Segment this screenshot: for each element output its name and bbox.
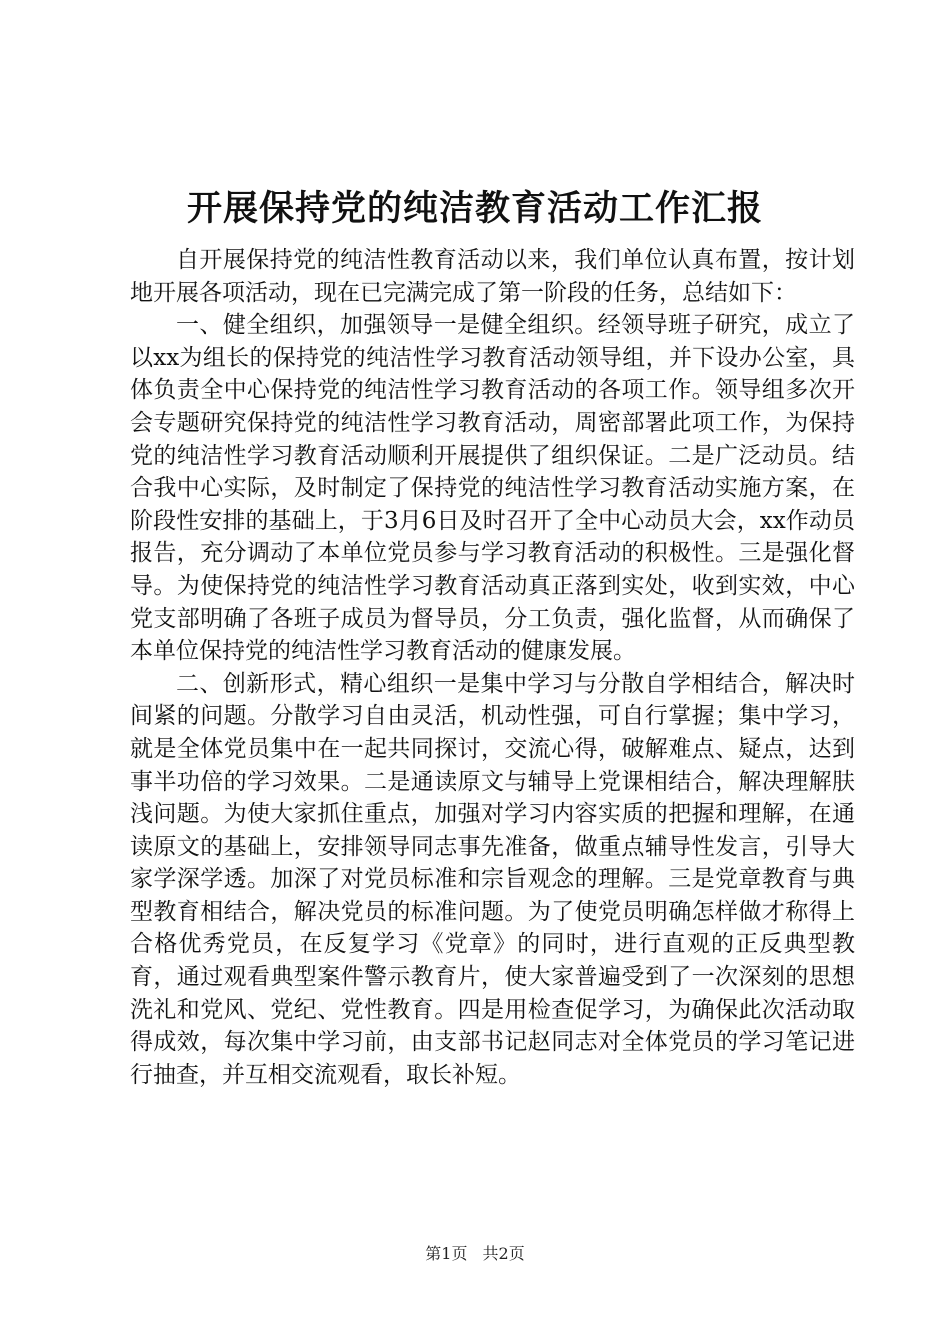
paragraph-organization: 一、健全组织，加强领导一是健全组织。经领导班子研究，成立了以xx为组长的保持党的纯洁性学习教育活动领导组，并下设办公室，具体负责全中心保持党的纯洁性学习教育活动的各项工作。领导组多次开会专题研究保持党的纯洁性学习教育活动，周密部署此项工作，为保持党的纯洁性学习教育活动顺利开展提供了组织保证。二是广泛动员。结合我中心实际，及时制定了保持党的纯洁性学习教育活动实施方案，在阶段性安排的基础上，于3月6日及时召开了全中心动员大会，xx作动员报告，充分调动了本单位党员参与学习教育活动的积极性。三是强化督导。为使保持党的纯洁性学习教育活动真正落到实处，收到实效，中心党支部明确了各班子成员为督导员，分工负责，强化监督，从而确保了本单位保持党的纯洁性学习教育活动的健康发展。 — [130, 312, 855, 665]
document-title: 开展保持党的纯洁教育活动工作汇报 — [186, 188, 763, 229]
paragraph-innovation: 二、创新形式，精心组织一是集中学习与分散自学相结合，解决时间紧的问题。分散学习自由灵活，机动性强，可自行掌握；集中学习，就是全体党员集中在一起共同探讨，交流心得，破解难点、疑点，达到事半功倍的学习效果。二是通读原文与辅导上党课相结合，解决理解肤浅问题。为使大家抓住重点，加强对学习内容实质的把握和理解，在通读原文的基础上，安排领导同志事先准备，做重点辅导性发言，引导大家学深学透。加深了对党员标准和宗旨观念的理解。三是党章教育与典型教育相结合，解决党员的标准问题。为了使党员明确怎样做才称得上合格优秀党员，在反复学习《党章》的同时，进行直观的正反典型教育，通过观看典型案件警示教育片，使大家普遍受到了一次深刻的思想洗礼和党风、党纪、党性教育。四是用检查促学习，为确保此次活动取得成效，每次集中学习前，由支部书记赵同志对全体党员的学习笔记进行抽查，并互相交流观看，取长补短。 — [130, 670, 855, 1088]
page-total: 共2页 — [482, 1244, 525, 1263]
document-body — [130, 244, 855, 1091]
page-footer — [0, 1242, 950, 1266]
page-number: 第1页 — [425, 1244, 468, 1263]
paragraph-intro: 自开展保持党的纯洁性教育活动以来，我们单位认真布置，按计划地开展各项活动，现在已完满完成了第一阶段的任务，总结如下： — [130, 247, 855, 306]
